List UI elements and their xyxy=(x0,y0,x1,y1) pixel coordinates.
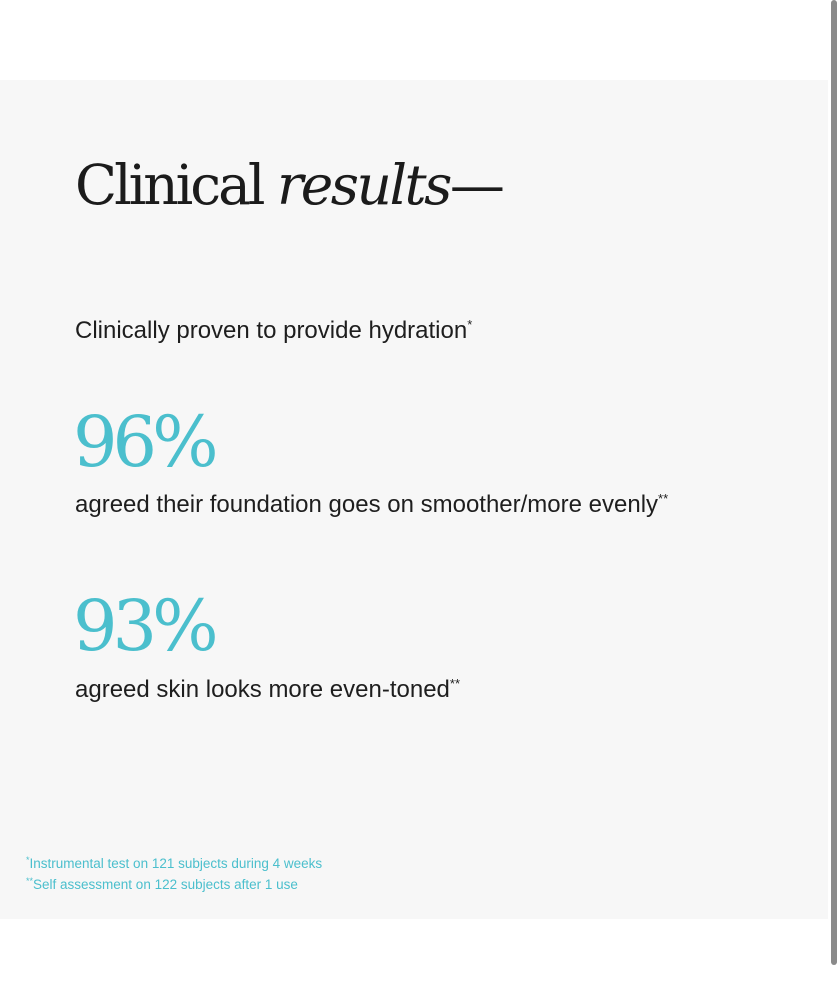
heading-italic-text: results xyxy=(276,153,450,217)
section-heading xyxy=(75,150,502,220)
heading-dash: — xyxy=(449,153,502,217)
vertical-scrollbar[interactable] xyxy=(828,0,840,1000)
footnote-self-assessment xyxy=(26,874,322,895)
intro-statement xyxy=(75,315,472,347)
stat-description-text: agreed skin looks more even-toned xyxy=(75,676,450,703)
page-top-spacer xyxy=(0,0,828,80)
stat-description-text: agreed their foundation goes on smoother/more evenly xyxy=(75,491,659,518)
intro-text: Clinically proven to provide hydration xyxy=(75,317,468,344)
stat-value-smoother: 96% xyxy=(73,401,214,483)
footnote-text: Self assessment on 122 subjects after 1 use xyxy=(33,877,298,892)
heading-regular-text: Clinical xyxy=(75,153,263,217)
page-bottom-spacer xyxy=(0,919,828,1000)
footnote-text: Instrumental test on 121 subjects during 4 weeks xyxy=(29,856,323,871)
stat-description-even-toned xyxy=(75,674,460,706)
footnote-marker: ** xyxy=(26,876,34,886)
footnote-instrumental-test xyxy=(26,853,322,874)
footnote-marker: * xyxy=(26,855,30,865)
scrollbar-thumb[interactable] xyxy=(831,0,837,965)
stat-value-even-toned: 93% xyxy=(73,585,214,667)
stat-description-smoother xyxy=(75,489,668,521)
footnotes xyxy=(26,853,322,895)
stat-footnote-marker: ** xyxy=(449,676,461,691)
stat-footnote-marker: ** xyxy=(658,491,669,506)
intro-footnote-marker: * xyxy=(467,317,473,332)
